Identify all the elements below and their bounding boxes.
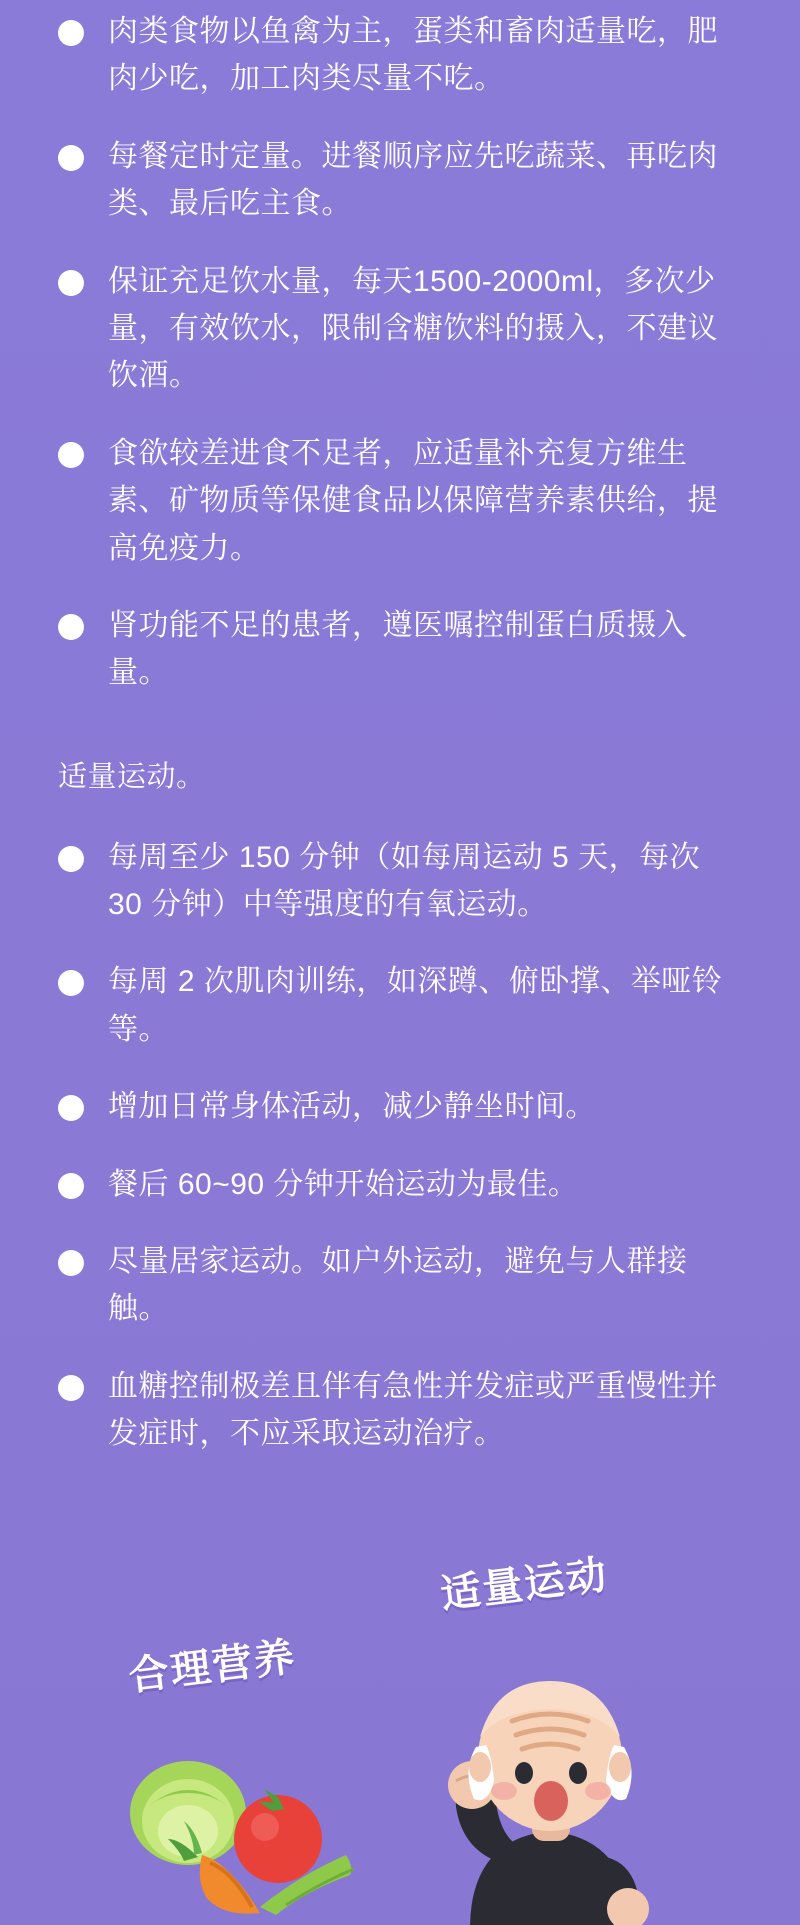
list-item	[58, 133, 742, 228]
bullet-dot-icon	[58, 1095, 84, 1121]
bullet-dot-icon	[58, 1173, 84, 1199]
vegetables-icon	[110, 1735, 370, 1925]
list-item	[58, 1238, 742, 1333]
list-item	[58, 834, 742, 929]
list-item-text: 增加日常身体活动，减少静坐时间。	[108, 1090, 596, 1124]
list-item-text: 餐后 60~90 分钟开始运动为最佳。	[108, 1167, 579, 1201]
list-item-text: 每周至少 150 分钟（如每周运动 5 天，每次 30 分钟）中等强度的有氧运动。	[108, 840, 701, 922]
list-item	[58, 602, 742, 697]
list-item-text: 肾功能不足的患者，遵医嘱控制蛋白质摄入量。	[108, 608, 688, 690]
list-item	[58, 958, 742, 1053]
nutrition-bullet-list	[58, 8, 742, 697]
exercise-bullet-list	[58, 834, 742, 1458]
list-item	[58, 430, 742, 572]
illustration-label-nutrition: 合理营养	[126, 1634, 299, 1700]
bullet-dot-icon	[58, 20, 84, 46]
illustration-label-exercise: 适量运动	[438, 1552, 611, 1618]
list-item-text: 每餐定时定量。进餐顺序应先吃蔬菜、再吃肉类、最后吃主食。	[108, 139, 718, 221]
list-item	[58, 1363, 742, 1458]
list-item	[58, 1083, 742, 1130]
section-heading-exercise: 适量运动。	[58, 760, 206, 793]
list-item-text: 保证充足饮水量，每天1500-2000ml，多次少量，有效饮水，限制含糖饮料的摄入，不建议饮酒。	[108, 264, 718, 393]
bullet-dot-icon	[58, 846, 84, 872]
bullet-dot-icon	[58, 442, 84, 468]
bullet-dot-icon	[58, 145, 84, 171]
content-area	[58, 0, 742, 1458]
bullet-dot-icon	[58, 270, 84, 296]
bullet-dot-icon	[58, 1250, 84, 1276]
list-item-text: 每周 2 次肌肉训练，如深蹲、俯卧撑、举哑铃等。	[108, 965, 723, 1046]
bullet-dot-icon	[58, 970, 84, 996]
list-item	[58, 258, 742, 400]
list-item-text: 肉类食物以鱼禽为主，蛋类和畜肉适量吃，肥肉少吃，加工肉类尽量不吃。	[108, 15, 718, 96]
list-item-text: 食欲较差进食不足者，应适量补充复方维生素、矿物质等保健食品以保障营养素供给，提高免疫力。	[108, 436, 718, 565]
bullet-dot-icon	[58, 1375, 84, 1401]
list-item-text: 血糖控制极差且伴有急性并发症或严重慢性并发症时，不应采取运动治疗。	[108, 1369, 718, 1451]
bullet-dot-icon	[58, 614, 84, 640]
elderly-man-illustration	[400, 1625, 700, 1925]
list-item-text: 尽量居家运动。如户外运动，避免与人群接触。	[108, 1244, 688, 1326]
list-item	[58, 8, 742, 103]
list-item	[58, 1161, 742, 1208]
illustration-area	[0, 1525, 800, 1925]
